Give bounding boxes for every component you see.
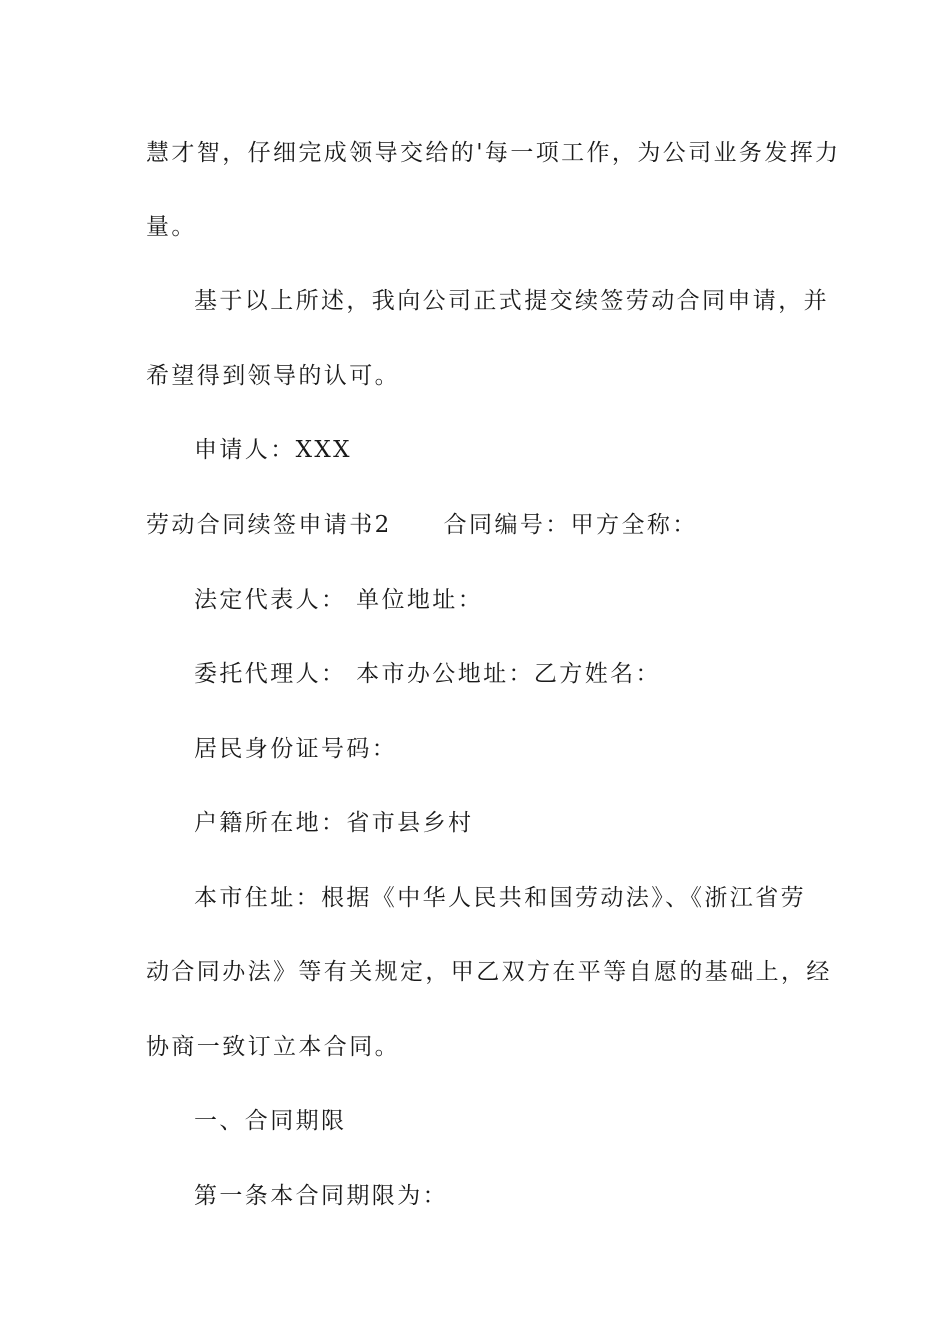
article-line: 第一条本合同期限为：: [194, 1183, 448, 1209]
contract-number-label: 合同编号：甲方全称：: [443, 512, 698, 538]
household-line: 户籍所在地：省市县乡村: [194, 810, 474, 836]
section-heading: 一、合同期限: [194, 1108, 347, 1134]
paragraph-line: 动合同办法》等有关规定，甲乙双方在平等自愿的基础上，经: [146, 959, 832, 985]
contract-heading-line: [146, 510, 698, 540]
paragraph-line: 本市住址：根据《中华人民共和国劳动法》、《浙江省劳: [194, 885, 806, 911]
paragraph-line: 量。: [146, 214, 197, 240]
agent-line: 委托代理人： 本市办公地址：乙方姓名：: [194, 661, 661, 687]
paragraph-line: 协商一致订立本合同。: [146, 1034, 400, 1060]
id-number-line: 居民身份证号码：: [194, 736, 398, 762]
legal-representative-line: 法定代表人： 单位地址：: [194, 587, 484, 613]
paragraph-line: 慧才智，仔细完成领导交给的'每一项工作，为公司业务发挥力: [146, 140, 841, 166]
applicant-line: 申请人：XXX: [194, 437, 352, 463]
paragraph-line: 希望得到领导的认可。: [146, 363, 400, 389]
paragraph-line: 基于以上所述，我向公司正式提交续签劳动合同申请，并: [194, 288, 829, 314]
document-title: 劳动合同续签申请书2: [146, 512, 392, 538]
